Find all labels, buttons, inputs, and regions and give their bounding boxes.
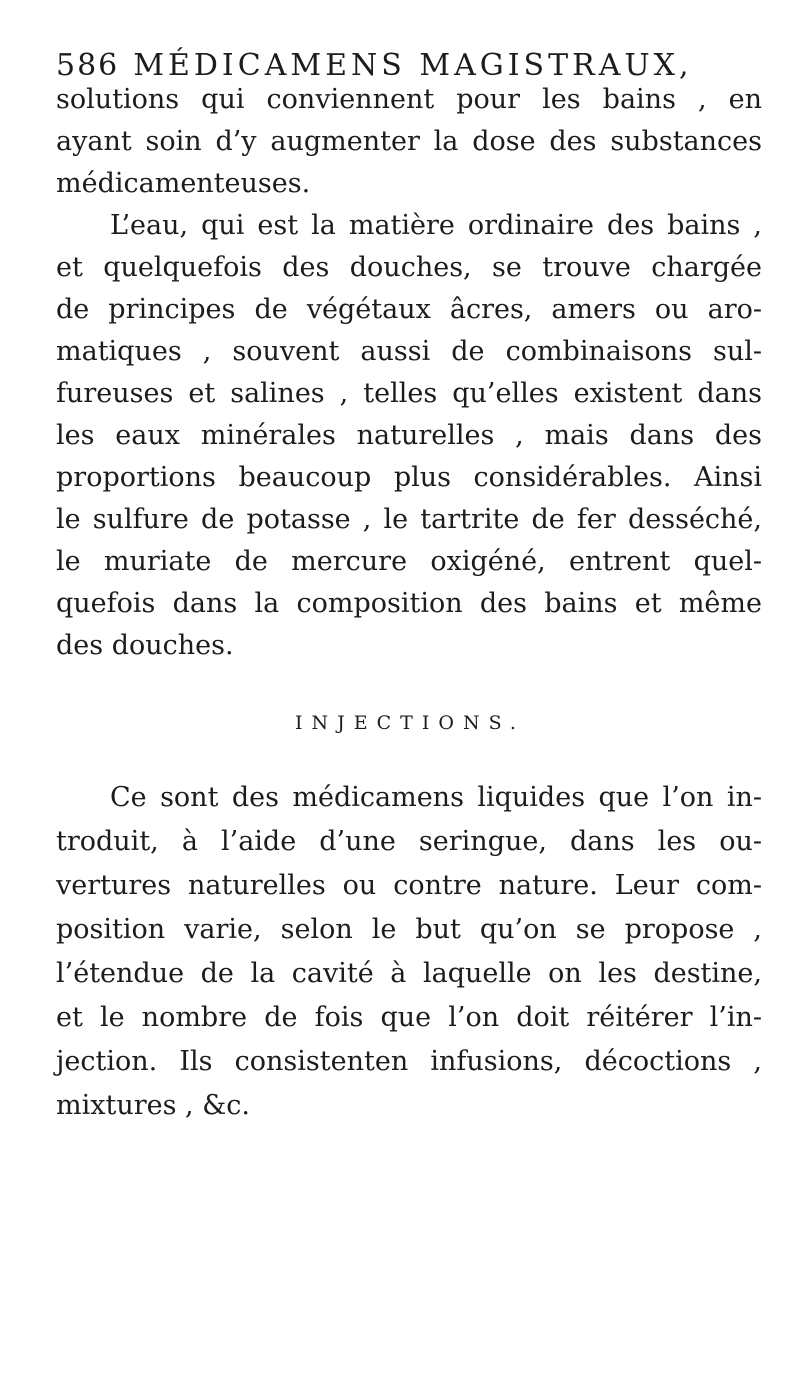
text-line: Ce sont des médicamens liquides que l’on in- <box>110 782 762 813</box>
text-line: mixtures , &c. <box>56 1090 250 1121</box>
section-heading: INJECTIONS. <box>295 712 525 734</box>
text-line: vertures naturelles ou contre nature. Leur com- <box>56 870 762 901</box>
page-number: 586 <box>56 48 120 83</box>
text-line: matiques , souvent aussi de combinaisons sul- <box>56 336 762 367</box>
text-line: solutions qui conviennent pour les bains , en <box>56 84 762 115</box>
text-line: quefois dans la composition des bains et même <box>56 588 762 619</box>
running-head: MÉDICAMENS MAGISTRAUX, <box>133 48 693 83</box>
text-line: proportions beaucoup plus considérables. Ainsi <box>56 462 762 493</box>
text-line: des douches. <box>56 630 234 661</box>
page-header <box>56 48 756 83</box>
text-line: position varie, selon le but qu’on se propose , <box>56 914 762 945</box>
text-line: ayant soin d’y augmenter la dose des substances <box>56 126 762 157</box>
text-line: jection. Ils consistenten infusions, décoctions , <box>56 1046 762 1077</box>
text-line: médicamenteuses. <box>56 168 311 199</box>
text-line: troduit, à l’aide d’une seringue, dans les ou- <box>56 826 762 857</box>
text-line: L’eau, qui est la matière ordinaire des bains , <box>110 210 762 241</box>
text-line: et quelquefois des douches, se trouve chargée <box>56 252 762 283</box>
text-line: fureuses et salines , telles qu’elles existent dans <box>56 378 762 409</box>
text-line: de principes de végétaux âcres, amers ou aro- <box>56 294 762 325</box>
text-line: le muriate de mercure oxigéné, entrent quel- <box>56 546 762 577</box>
text-line: le sulfure de potasse , le tartrite de fer desséché, <box>56 504 762 535</box>
text-line: les eaux minérales naturelles , mais dans des <box>56 420 762 451</box>
text-line: l’étendue de la cavité à laquelle on les destine, <box>56 958 762 989</box>
text-line: et le nombre de fois que l’on doit réitérer l’in- <box>56 1002 762 1033</box>
